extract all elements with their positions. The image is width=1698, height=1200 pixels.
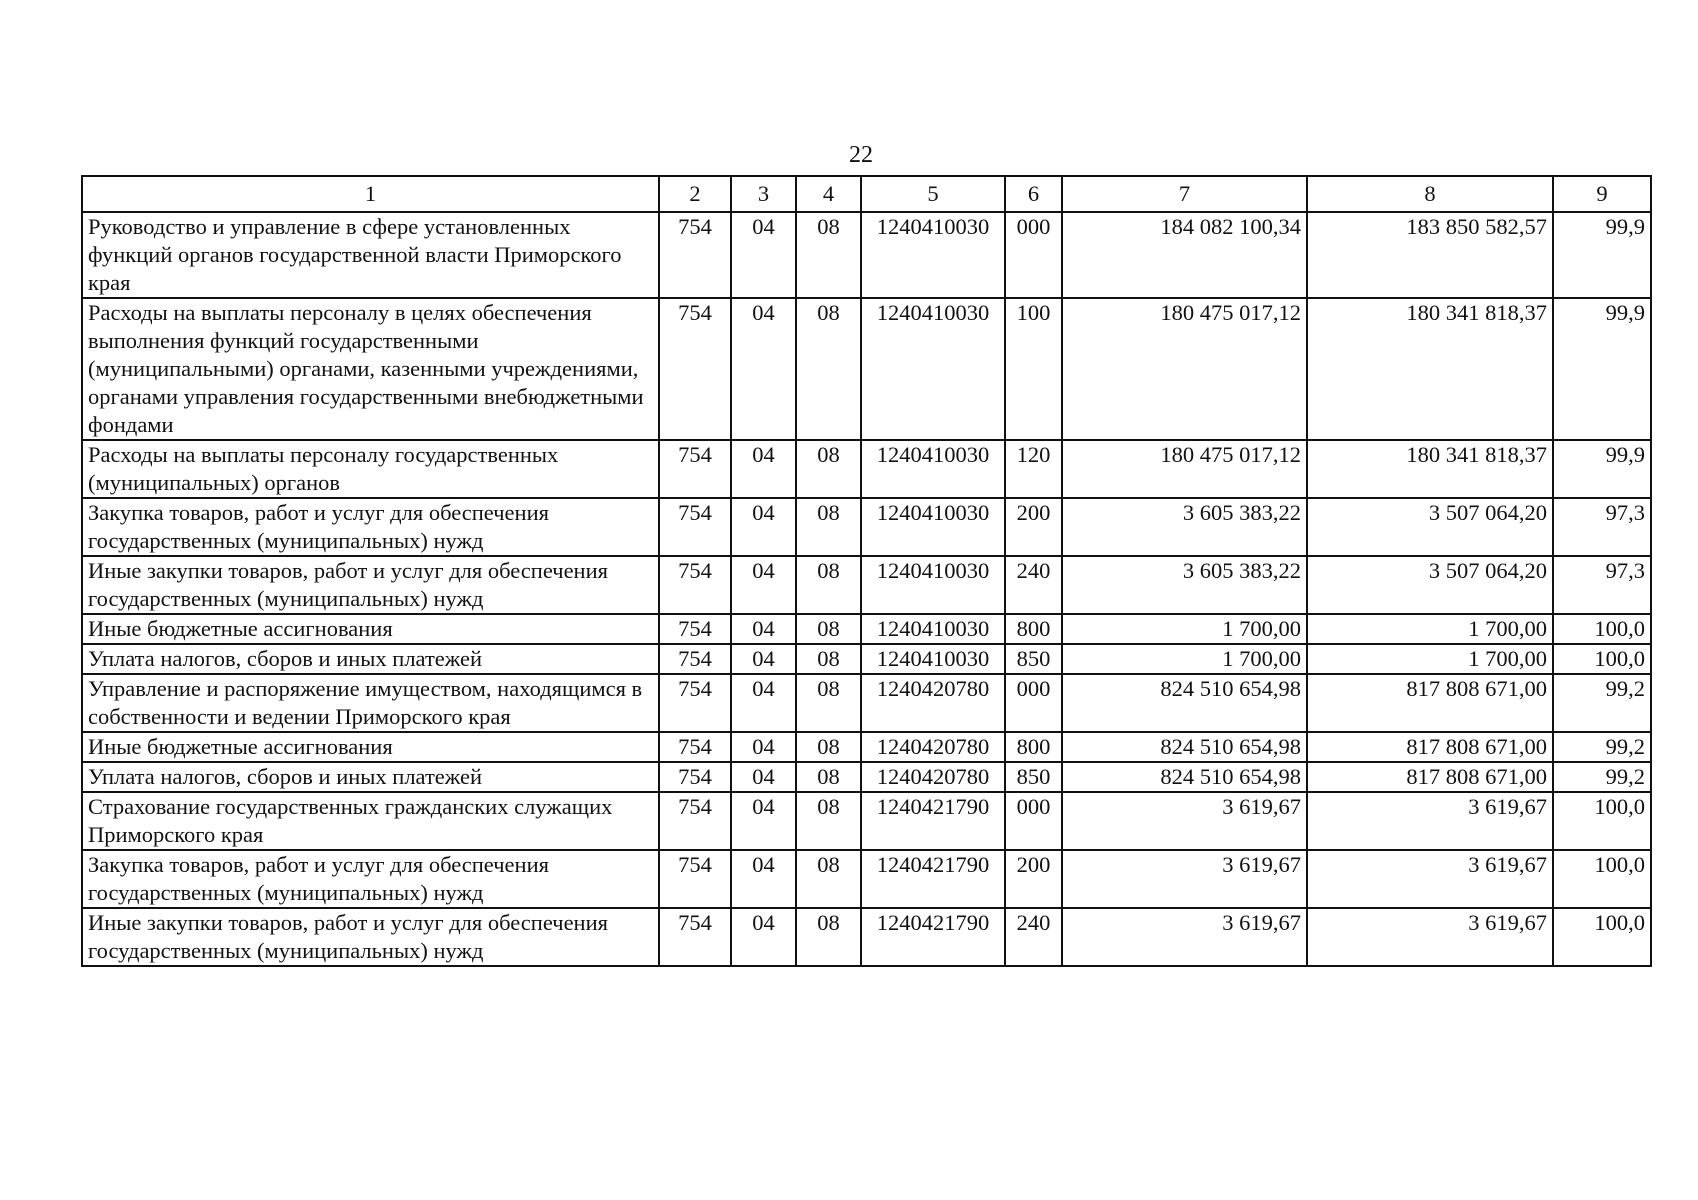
executed-amount-cell: 1 700,00 (1307, 614, 1553, 644)
subsection-code-cell: 08 (796, 440, 861, 498)
planned-amount-cell: 824 510 654,98 (1062, 762, 1307, 792)
execution-percent-cell: 99,9 (1553, 298, 1651, 440)
ministry-code-cell: 754 (659, 762, 731, 792)
expense-name-cell: Уплата налогов, сборов и иных платежей (82, 644, 659, 674)
subsection-code-cell: 08 (796, 908, 861, 966)
planned-amount-cell: 3 619,67 (1062, 850, 1307, 908)
expense-type-cell: 000 (1005, 674, 1062, 732)
target-article-cell: 1240421790 (861, 908, 1005, 966)
table-row (82, 762, 1651, 792)
execution-percent-cell: 99,9 (1553, 212, 1651, 298)
ministry-code-cell: 754 (659, 850, 731, 908)
expense-type-cell: 000 (1005, 212, 1062, 298)
page-number: 22 (849, 142, 873, 168)
target-article-cell: 1240410030 (861, 298, 1005, 440)
expense-name-cell: Иные бюджетные ассигнования (82, 732, 659, 762)
expense-type-cell: 200 (1005, 498, 1062, 556)
target-article-cell: 1240420780 (861, 674, 1005, 732)
expense-type-cell: 850 (1005, 762, 1062, 792)
target-article-cell: 1240421790 (861, 850, 1005, 908)
table-row (82, 908, 1651, 966)
ministry-code-cell: 754 (659, 792, 731, 850)
table-row (82, 498, 1651, 556)
execution-percent-cell: 100,0 (1553, 850, 1651, 908)
execution-percent-cell: 99,2 (1553, 732, 1651, 762)
table-row (82, 644, 1651, 674)
subsection-code-cell: 08 (796, 498, 861, 556)
executed-amount-cell: 180 341 818,37 (1307, 298, 1553, 440)
planned-amount-cell: 1 700,00 (1062, 614, 1307, 644)
planned-amount-cell: 180 475 017,12 (1062, 440, 1307, 498)
expense-type-cell: 200 (1005, 850, 1062, 908)
execution-percent-cell: 99,2 (1553, 762, 1651, 792)
budget-table (81, 175, 1652, 967)
subsection-code-cell: 08 (796, 762, 861, 792)
ministry-code-cell: 754 (659, 644, 731, 674)
expense-name-cell: Уплата налогов, сборов и иных платежей (82, 762, 659, 792)
section-code-cell: 04 (731, 212, 796, 298)
expense-type-cell: 100 (1005, 298, 1062, 440)
executed-amount-cell: 3 507 064,20 (1307, 556, 1553, 614)
executed-amount-cell: 183 850 582,57 (1307, 212, 1553, 298)
planned-amount-cell: 184 082 100,34 (1062, 212, 1307, 298)
ministry-code-cell: 754 (659, 556, 731, 614)
subsection-code-cell: 08 (796, 614, 861, 644)
expense-type-cell: 800 (1005, 732, 1062, 762)
table-row (82, 440, 1651, 498)
table-row (82, 298, 1651, 440)
execution-percent-cell: 99,2 (1553, 674, 1651, 732)
target-article-cell: 1240410030 (861, 440, 1005, 498)
expense-type-cell: 000 (1005, 792, 1062, 850)
section-code-cell: 04 (731, 732, 796, 762)
section-code-cell: 04 (731, 908, 796, 966)
expense-name-cell: Закупка товаров, работ и услуг для обеспечения государственных (муниципальных) нужд (82, 498, 659, 556)
ministry-code-cell: 754 (659, 440, 731, 498)
ministry-code-cell: 754 (659, 674, 731, 732)
table-row (82, 614, 1651, 644)
execution-percent-cell: 100,0 (1553, 644, 1651, 674)
planned-amount-cell: 3 605 383,22 (1062, 556, 1307, 614)
planned-amount-cell: 3 619,67 (1062, 908, 1307, 966)
section-code-cell: 04 (731, 298, 796, 440)
expense-name-cell: Управление и распоряжение имуществом, находящимся в собственности и ведении Приморского края (82, 674, 659, 732)
section-code-cell: 04 (731, 498, 796, 556)
column-header: 1 (82, 176, 659, 212)
ministry-code-cell: 754 (659, 498, 731, 556)
execution-percent-cell: 99,9 (1553, 440, 1651, 498)
table-row (82, 792, 1651, 850)
executed-amount-cell: 180 341 818,37 (1307, 440, 1553, 498)
column-header: 3 (731, 176, 796, 212)
expense-type-cell: 800 (1005, 614, 1062, 644)
executed-amount-cell: 817 808 671,00 (1307, 762, 1553, 792)
executed-amount-cell: 817 808 671,00 (1307, 732, 1553, 762)
target-article-cell: 1240410030 (861, 212, 1005, 298)
target-article-cell: 1240410030 (861, 556, 1005, 614)
subsection-code-cell: 08 (796, 674, 861, 732)
section-code-cell: 04 (731, 556, 796, 614)
expense-name-cell: Расходы на выплаты персоналу государственных (муниципальных) органов (82, 440, 659, 498)
executed-amount-cell: 3 507 064,20 (1307, 498, 1553, 556)
column-header: 8 (1307, 176, 1553, 212)
execution-percent-cell: 100,0 (1553, 614, 1651, 644)
section-code-cell: 04 (731, 614, 796, 644)
subsection-code-cell: 08 (796, 732, 861, 762)
table-row (82, 212, 1651, 298)
expense-type-cell: 850 (1005, 644, 1062, 674)
expense-name-cell: Страхование государственных гражданских служащих Приморского края (82, 792, 659, 850)
column-header: 4 (796, 176, 861, 212)
planned-amount-cell: 824 510 654,98 (1062, 732, 1307, 762)
column-header: 2 (659, 176, 731, 212)
expense-name-cell: Иные закупки товаров, работ и услуг для обеспечения государственных (муниципальных) нужд (82, 556, 659, 614)
planned-amount-cell: 1 700,00 (1062, 644, 1307, 674)
planned-amount-cell: 824 510 654,98 (1062, 674, 1307, 732)
subsection-code-cell: 08 (796, 298, 861, 440)
column-header: 9 (1553, 176, 1651, 212)
target-article-cell: 1240410030 (861, 498, 1005, 556)
executed-amount-cell: 3 619,67 (1307, 908, 1553, 966)
table-row (82, 732, 1651, 762)
column-header: 6 (1005, 176, 1062, 212)
section-code-cell: 04 (731, 674, 796, 732)
planned-amount-cell: 3 619,67 (1062, 792, 1307, 850)
expense-name-cell: Закупка товаров, работ и услуг для обеспечения государственных (муниципальных) нужд (82, 850, 659, 908)
column-header: 7 (1062, 176, 1307, 212)
execution-percent-cell: 100,0 (1553, 792, 1651, 850)
target-article-cell: 1240410030 (861, 614, 1005, 644)
target-article-cell: 1240410030 (861, 644, 1005, 674)
target-article-cell: 1240420780 (861, 732, 1005, 762)
expense-type-cell: 240 (1005, 908, 1062, 966)
executed-amount-cell: 1 700,00 (1307, 644, 1553, 674)
expense-name-cell: Расходы на выплаты персоналу в целях обеспечения выполнения функций государственными (муниципальными) органами, казенными учреждениями, органами управления государственными внебюджетными фондами (82, 298, 659, 440)
executed-amount-cell: 3 619,67 (1307, 850, 1553, 908)
target-article-cell: 1240421790 (861, 792, 1005, 850)
execution-percent-cell: 97,3 (1553, 498, 1651, 556)
section-code-cell: 04 (731, 762, 796, 792)
table-row (82, 850, 1651, 908)
ministry-code-cell: 754 (659, 614, 731, 644)
table-body (82, 212, 1651, 966)
section-code-cell: 04 (731, 850, 796, 908)
subsection-code-cell: 08 (796, 556, 861, 614)
subsection-code-cell: 08 (796, 792, 861, 850)
table-header-row (82, 176, 1651, 212)
section-code-cell: 04 (731, 644, 796, 674)
planned-amount-cell: 180 475 017,12 (1062, 298, 1307, 440)
subsection-code-cell: 08 (796, 212, 861, 298)
ministry-code-cell: 754 (659, 908, 731, 966)
expense-type-cell: 240 (1005, 556, 1062, 614)
column-header: 5 (861, 176, 1005, 212)
execution-percent-cell: 100,0 (1553, 908, 1651, 966)
section-code-cell: 04 (731, 440, 796, 498)
execution-percent-cell: 97,3 (1553, 556, 1651, 614)
executed-amount-cell: 817 808 671,00 (1307, 674, 1553, 732)
subsection-code-cell: 08 (796, 850, 861, 908)
expense-name-cell: Руководство и управление в сфере установленных функций органов государственной власти Приморского края (82, 212, 659, 298)
ministry-code-cell: 754 (659, 212, 731, 298)
planned-amount-cell: 3 605 383,22 (1062, 498, 1307, 556)
subsection-code-cell: 08 (796, 644, 861, 674)
ministry-code-cell: 754 (659, 732, 731, 762)
section-code-cell: 04 (731, 792, 796, 850)
table-row (82, 674, 1651, 732)
expense-name-cell: Иные закупки товаров, работ и услуг для обеспечения государственных (муниципальных) нужд (82, 908, 659, 966)
ministry-code-cell: 754 (659, 298, 731, 440)
executed-amount-cell: 3 619,67 (1307, 792, 1553, 850)
table-row (82, 556, 1651, 614)
expense-name-cell: Иные бюджетные ассигнования (82, 614, 659, 644)
target-article-cell: 1240420780 (861, 762, 1005, 792)
expense-type-cell: 120 (1005, 440, 1062, 498)
